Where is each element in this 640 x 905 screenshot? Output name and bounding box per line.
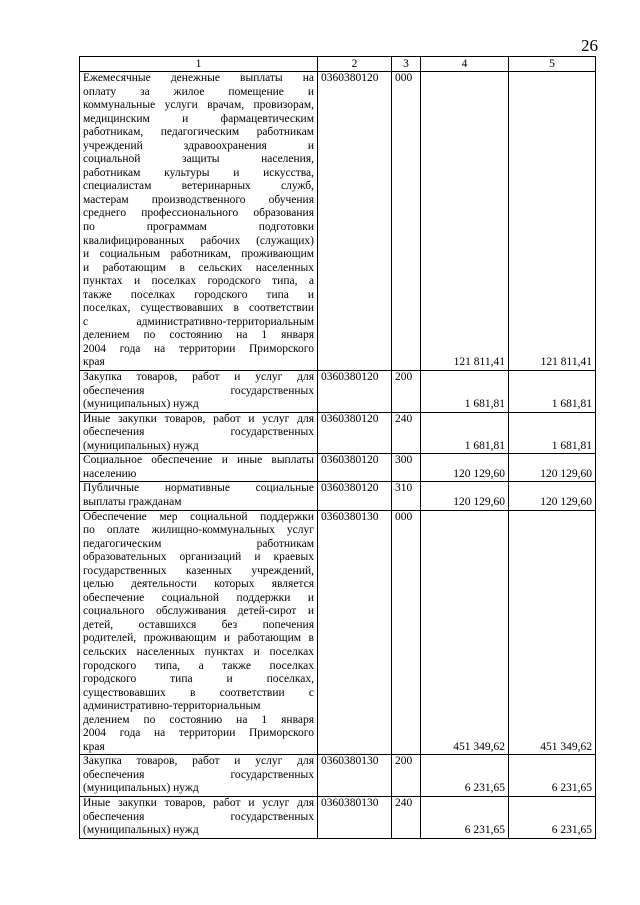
row-target-code: 0360380130	[318, 755, 392, 797]
description-line: поселках, существовавших в соответствии	[83, 302, 314, 315]
description-line: среднего профессионального образования	[83, 207, 314, 220]
header-col-3: 3	[392, 57, 421, 72]
description-line: Закупка товаров, работ и услуг для	[83, 371, 314, 384]
description-line: по программам подготовки	[83, 221, 314, 234]
row-amount-col5: 6 231,65	[509, 755, 596, 797]
row-amount-col5: 1 681,81	[509, 412, 596, 454]
table-row	[80, 371, 596, 413]
description-line: и работающим в сельских населенных	[83, 261, 314, 274]
row-description	[80, 72, 318, 371]
description-line: по оплате жилищно-коммунальных услуг	[83, 524, 314, 537]
description-line: государственных казенных учреждений,	[83, 564, 314, 577]
description-line: родителей, проживающим и работающим в	[83, 632, 314, 645]
row-amount-col4: 451 349,62	[421, 510, 509, 755]
description-line: работникам, педагогическим работникам	[83, 126, 314, 139]
table-row	[80, 454, 596, 482]
description-line: городского типа и поселках,	[83, 673, 314, 686]
table-row	[80, 72, 596, 371]
description-line: социальной защиты населения,	[83, 153, 314, 166]
description-line: (муниципальных) нужд	[83, 782, 199, 795]
description-line: сельских населенных пунктах и поселках	[83, 645, 314, 658]
table-header-row	[80, 57, 596, 72]
description-line: Обеспечение мер социальной поддержки	[83, 510, 314, 523]
description-line: учреждений здравоохранения и	[83, 139, 314, 152]
row-target-code: 0360380120	[318, 454, 392, 482]
description-line: целью деятельности которых является	[83, 578, 314, 591]
page-number: 26	[581, 36, 598, 55]
row-expense-type: 200	[392, 371, 421, 413]
description-line: Иные закупки товаров, работ и услуг для	[83, 412, 314, 425]
description-line: медицинским и фармацевтическим	[83, 112, 314, 125]
row-description	[80, 510, 318, 755]
description-line: делением по состоянию на 1 января	[83, 713, 314, 726]
description-line: (муниципальных) нужд	[83, 398, 199, 411]
row-amount-col4: 121 811,41	[421, 72, 509, 371]
row-expense-type: 000	[392, 72, 421, 371]
description-line: детей, оставшихся без попечения	[83, 618, 314, 631]
row-amount-col5: 1 681,81	[509, 371, 596, 413]
table-row	[80, 796, 596, 838]
row-description	[80, 482, 318, 510]
description-line: Иные закупки товаров, работ и услуг для	[83, 796, 314, 809]
description-line: обеспечение социальной поддержки и	[83, 591, 314, 604]
description-line: квалифицированных рабочих (служащих)	[83, 234, 314, 247]
description-line: оплату за жилое помещение и	[83, 85, 314, 98]
row-description	[80, 755, 318, 797]
row-target-code: 0360380120	[318, 412, 392, 454]
description-line: (муниципальных) нужд	[83, 824, 199, 837]
description-line: обеспечения государственных	[83, 768, 314, 781]
description-line: образовательных организаций и краевых	[83, 551, 314, 564]
description-line: Ежемесячные денежные выплаты на	[83, 72, 314, 84]
description-line: обеспечения государственных	[83, 810, 314, 823]
description-line: 2004 года на территории Приморского	[83, 727, 314, 740]
row-description	[80, 371, 318, 413]
description-line: педагогическим работникам	[83, 537, 314, 550]
header-col-2: 2	[318, 57, 392, 72]
description-line: 2004 года на территории Приморского	[83, 342, 314, 355]
description-line: населению	[83, 467, 137, 480]
row-target-code: 0360380120	[318, 371, 392, 413]
row-amount-col4: 1 681,81	[421, 371, 509, 413]
row-amount-col5: 6 231,65	[509, 796, 596, 838]
row-expense-type: 310	[392, 482, 421, 510]
description-line: Закупка товаров, работ и услуг для	[83, 755, 314, 768]
row-amount-col5: 121 811,41	[509, 72, 596, 371]
table-row	[80, 412, 596, 454]
description-line: пунктах и поселках городского типа, а	[83, 275, 314, 288]
row-description	[80, 412, 318, 454]
description-line: края	[83, 740, 105, 753]
row-expense-type: 300	[392, 454, 421, 482]
description-line: выплаты гражданам	[83, 495, 182, 508]
table-row	[80, 510, 596, 755]
row-description	[80, 454, 318, 482]
description-line: Публичные нормативные социальные	[83, 482, 314, 495]
row-target-code: 0360380120	[318, 482, 392, 510]
budget-table	[79, 56, 596, 839]
row-expense-type: 000	[392, 510, 421, 755]
description-line: мастерам производственного обучения	[83, 193, 314, 206]
row-amount-col5: 120 129,60	[509, 454, 596, 482]
row-description	[80, 796, 318, 838]
description-line: (муниципальных) нужд	[83, 439, 199, 452]
table-row	[80, 482, 596, 510]
description-line: края	[83, 356, 105, 369]
row-expense-type: 200	[392, 755, 421, 797]
row-expense-type: 240	[392, 412, 421, 454]
row-amount-col5: 120 129,60	[509, 482, 596, 510]
description-line: коммунальные услуги врачам, провизорам,	[83, 99, 314, 112]
description-line: также поселках городского типа и	[83, 288, 314, 301]
row-amount-col4: 6 231,65	[421, 796, 509, 838]
row-target-code: 0360380120	[318, 72, 392, 371]
description-line: городского типа, а также поселках	[83, 659, 314, 672]
row-expense-type: 240	[392, 796, 421, 838]
description-line: с административно-территориальным	[83, 315, 314, 328]
row-target-code: 0360380130	[318, 796, 392, 838]
row-amount-col4: 120 129,60	[421, 454, 509, 482]
description-line: обеспечения государственных	[83, 426, 314, 439]
table-row	[80, 755, 596, 797]
description-line: работникам культуры и искусства,	[83, 166, 314, 179]
row-amount-col5: 451 349,62	[509, 510, 596, 755]
description-line: существовавших в соответствии с	[83, 686, 314, 699]
row-amount-col4: 6 231,65	[421, 755, 509, 797]
description-line: административно-территориальным	[83, 700, 261, 713]
description-line: и социальным работникам, проживающим	[83, 248, 314, 261]
header-col-5: 5	[509, 57, 596, 72]
header-col-4: 4	[421, 57, 509, 72]
header-col-1: 1	[80, 57, 318, 72]
row-amount-col4: 1 681,81	[421, 412, 509, 454]
row-target-code: 0360380130	[318, 510, 392, 755]
description-line: делением по состоянию на 1 января	[83, 329, 314, 342]
description-line: социального обслуживания детей-сирот и	[83, 605, 314, 618]
row-amount-col4: 120 129,60	[421, 482, 509, 510]
description-line: специалистам ветеринарных служб,	[83, 180, 314, 193]
description-line: обеспечения государственных	[83, 384, 314, 397]
description-line: Социальное обеспечение и иные выплаты	[83, 454, 314, 467]
